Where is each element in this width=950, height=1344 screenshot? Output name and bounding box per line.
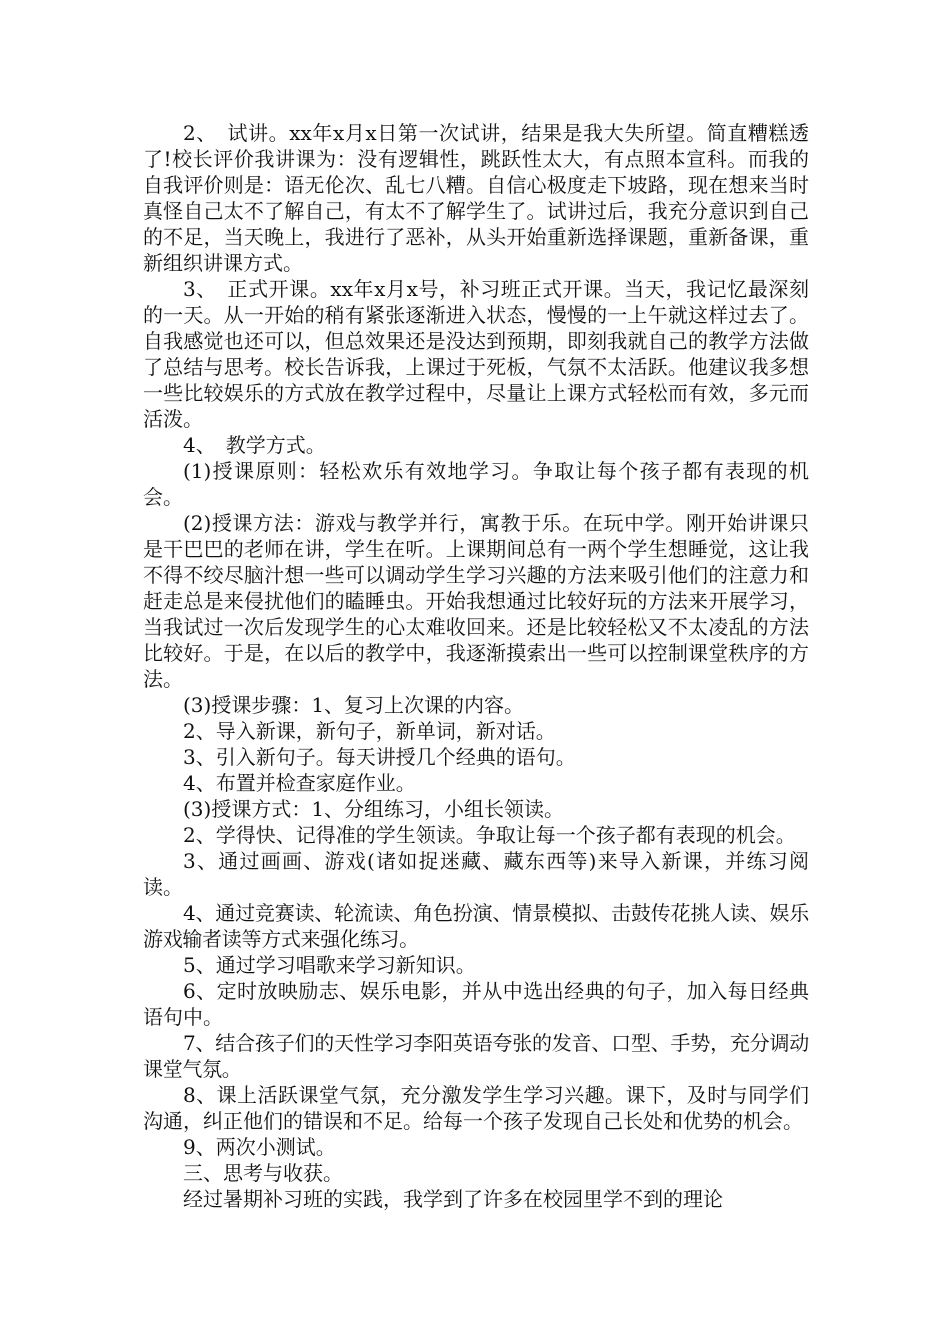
paragraph-reflection-heading: 三、思考与收获。	[183, 1161, 343, 1185]
paragraph-step-3: 3、引入新句子。每天讲授几个经典的语句。	[183, 745, 576, 769]
paragraph-trial-lecture: 2、 试讲。xx年x月x日第一次试讲，结果是我大失所望。简直糟糕透了!校长评价我讲课为：没有逻辑性，跳跃性太大，有点照本宣科。而我的自我评价则是：语无伦次、乱七八糟。自信心极度走下坡路，现在想来当时真怪自己太不了解自己，有太不了解学生了。试讲过后，我充分意识到自己的不足，当天晚上，我进行了恶补，从头开始重新选择课题，重新备课，重新组织讲课方式。	[143, 121, 809, 275]
paragraph-teaching-principle: (1)授课原则：轻松欢乐有效地学习。争取让每个孩子都有表现的机会。	[143, 459, 809, 509]
paragraph-teaching-steps: (3)授课步骤：1、复习上次课的内容。	[183, 693, 525, 717]
paragraph-teaching-method: (2)授课方法：游戏与教学并行，寓教于乐。在玩中学。刚开始讲课只是干巴巴的老师在讲，学生在听。上课期间总有一两个学生想睡觉，这让我不得不绞尽脑汁想一些可以调动学生学习兴趣的方法来吸引他们的注意力和赶走总是来侵扰他们的瞌睡虫。开始我想通过比较好玩的方法来开展学习，当我试过一次后发现学生的心太难收回来。还是比较轻松又不太凌乱的方法比较好。于是，在以后的教学中，我逐渐摸索出一些可以控制课堂秩序的方法。	[143, 511, 809, 691]
paragraph-reflection-text: 经过暑期补习班的实践，我学到了许多在校园里学不到的理论	[183, 1187, 723, 1211]
document-body	[143, 120, 809, 1212]
paragraph-style-8: 8、课上活跃课堂气氛，充分激发学生学习兴趣。课下，及时与同学们沟通，纠正他们的错误和不足。给每一个孩子发现自己长处和优势的机会。	[143, 1083, 809, 1133]
paragraph-style-3: 3、通过画画、游戏(诸如捉迷藏、藏东西等)来导入新课，并练习阅读。	[143, 849, 809, 899]
paragraph-step-2: 2、导入新课，新句子，新单词，新对话。	[183, 719, 556, 743]
paragraph-step-4: 4、布置并检查家庭作业。	[183, 771, 416, 795]
paragraph-teaching-style: (3)授课方式：1、分组练习，小组长领读。	[183, 797, 565, 821]
paragraph-style-6: 6、定时放映励志、娱乐电影，并从中选出经典的句子，加入每日经典语句中。	[143, 979, 809, 1029]
paragraph-style-4: 4、通过竞赛读、轮流读、角色扮演、情景模拟、击鼓传花挑人读、娱乐游戏输者读等方式来强化练习。	[143, 901, 809, 951]
paragraph-style-5: 5、通过学习唱歌来学习新知识。	[183, 953, 476, 977]
paragraph-style-7: 7、结合孩子们的天性学习李阳英语夸张的发音、口型、手势，充分调动课堂气氛。	[143, 1031, 809, 1081]
paragraph-style-9: 9、两次小测试。	[183, 1135, 336, 1159]
paragraph-course-start: 3、 正式开课。xx年x月x号，补习班正式开课。当天，我记忆最深刻的一天。从一开始的稍有紧张逐渐进入状态，慢慢的一上午就这样过去了。自我感觉也还可以，但总效果还是没达到预期，即刻我就自己的教学方法做了总结与思考。校长告诉我，上课过于死板，气氛不太活跃。他建议我多想一些比较娱乐的方式放在教学过程中，尽量让上课方式轻松而有效，多元而活泼。	[143, 277, 809, 431]
paragraph-teaching-methods-heading: 4、 教学方式。	[183, 433, 326, 457]
paragraph-style-2: 2、学得快、记得准的学生领读。争取让每一个孩子都有表现的机会。	[183, 823, 796, 847]
